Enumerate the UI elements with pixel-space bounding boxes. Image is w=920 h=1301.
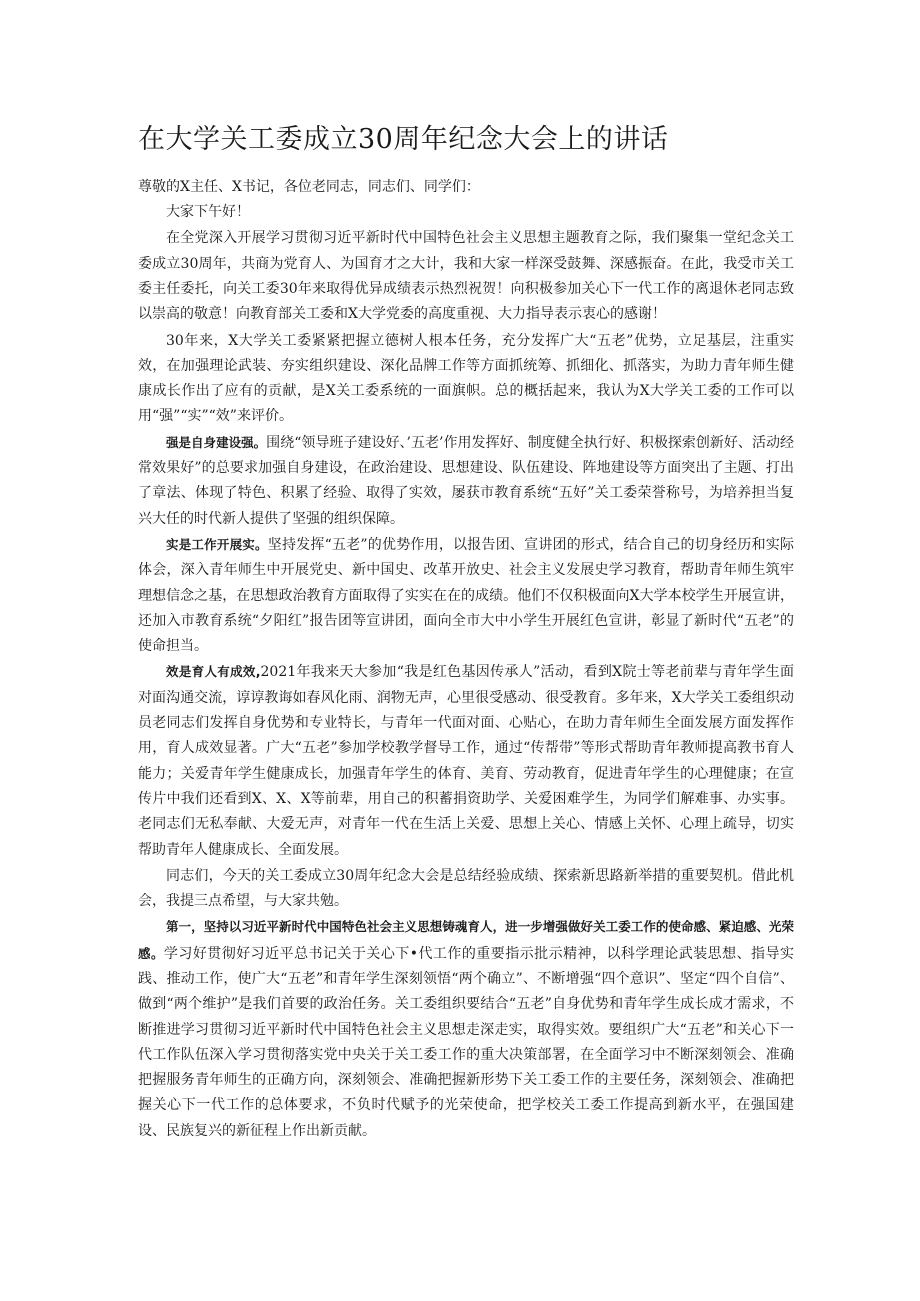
paragraph-4 [138, 532, 794, 659]
paragraph-text: 围绕“领导班子建设好、’五老’作用发挥好、制度健全执行好、积极探索创新好、活动经常效果好”的总要求加强自身建设，在政治建设、思想建设、队伍建设、阵地建设等方面突出了主题、打出了章法、体现了特色、积累了经验、取得了实效，屡获市教育系统“五好”关工委荣誉称号，为培养担当复兴大任的时代新人提供了坚强的组织保障。 [138, 434, 794, 527]
paragraph-text: 学习好贯彻好习近平总书记关于关心下•代工作的重要指示批示精神，以科学理论武装思想、指导实践、推动工作，使广大“五老”和青年学生深刻领悟“两个确立”、不断增强“四个意识”、坚定“四个自信”、做到“两个维护”是我们首要的政治任务。关工委组织要结合“五老”自身优势和青年学生成长成才需求，不断推进学习贯彻习近平新时代中国特色社会主义思想走深走实，取得实效。要组织广大“五老”和关心下一代工作队伍深入学习贯彻落实党中央关于关工委工作的重大决策部署，在全面学习中不断深刻领会、准确把握服务青年师生的正确方向，深刻领会、准确把握新形势下关工委工作的主要任务，深刻领会、准确把握关心下一代工作的总体要求，不负时代赋予的光荣使命，把学校关工委工作提高到新水平，在强国建设、民族复兴的新征程上作出新贡献。 [138, 945, 794, 1139]
document-page [138, 122, 794, 1144]
paragraph-lead: 第一，坚持以习近平新时代中国特色社会主义思想铸魂育人，进一步增强做好关工委工作的使命感、紧迫感、光荣感。 [138, 919, 794, 961]
greeting: 大家下午好！ [166, 204, 250, 221]
paragraph-lead: 实是工作开展实。 [166, 536, 268, 552]
paragraph-6 [138, 863, 794, 915]
paragraph-text: 坚持发挥“五老”的优势作用，以报告团、宣讲团的形式，结合自己的切身经历和实际体会，深入青年师生中开展党史、新中国史、改革开放史、社会主义发展史学习教育，帮助青年师生筑牢理想信念之基，在思想政治教育方面取得了实实在在的成绩。他们不仅积极面向X大学本校学生开展宣讲，还加入市教育系统“夕阳红”报告团等宣讲团，面向全市大中小学生开展红色宣讲，彰显了新时代“五老”的使命担当。 [138, 536, 794, 655]
paragraph-lead: 强是自身建设强。 [166, 434, 267, 450]
paragraph-5 [138, 659, 794, 862]
paragraph-lead: 效是育人有成效, [166, 664, 261, 680]
paragraph-7 [138, 914, 794, 1144]
paragraph-3 [138, 430, 794, 532]
paragraph-text: 在全党深入开展学习贯彻习近平新时代中国特色社会主义思想主题教育之际，我们聚集一堂纪念关工委成立30周年，共商为党育人、为国育才之大计，我和大家一样深受鼓舞、深感振奋。在此，我受市关工委主任委托，向关工委30年来取得优异成绩表示热烈祝贺！向积极参加关心下一代工作的离退休老同志致以崇高的敬意！向教育部关工委和X大学党委的高度重视、大力指导表示衷心的感谢！ [138, 230, 794, 323]
document-title: 在大学关工委成立30周年纪念大会上的讲话 [138, 124, 669, 155]
paragraph-text: 同志们，今天的关工委成立30周年纪念大会是总结经验成绩、探索新思路新举措的重要契机。借此机会，我提三点希望，与大家共勉。 [138, 867, 794, 910]
paragraph-text: 2021年我来天大参加“我是红色基因传承人”活动，看到X院士等老前辈与青年学生面对面沟通交流，谆谆教诲如春风化雨、润物无声，心里很受感动、很受教育。多年来，X大学关工委组织动员老同志们发挥自身优势和专业特长，与青年一代面对面、心贴心，在助力青年师生全面发展方面发挥作用，育人成效显著。广大“五老”参加学校教学督导工作，通过“传帮带”等形式帮助青年教师提高教书育人能力；关爱青年学生健康成长，加强青年学生的体育、美育、劳动教育，促进青年学生的心理健康；在宣传片中我们还看到X、X、X等前辈，用自己的积蓄捐资助学、关爱困难学生，为同学们解难事、办实事。老同志们无私奉献、大爱无声，对青年一代在生活上关爱、思想上关心、情感上关怀、心理上疏导，切实帮助青年人健康成长、全面发展。 [138, 664, 794, 858]
paragraph-text: 30年来，X大学关工委紧紧把握立德树人根本任务，充分发挥广大“五老”优势，立足基层，注重实效，在加强理论武装、夯实组织建设、深化品牌工作等方面抓统筹、抓细化、抓落实，为助力青年师生健康成长作出了应有的贡献，是X关工委系统的一面旗帜。总的概括起来，我认为X大学关工委的工作可以用“强”“实”“效”来评价。 [138, 332, 794, 425]
salutation: 尊敬的X主任、X书记，各位老同志，同志们、同学们： [138, 179, 480, 196]
paragraph-2 [138, 328, 794, 430]
paragraph-1 [138, 225, 794, 327]
